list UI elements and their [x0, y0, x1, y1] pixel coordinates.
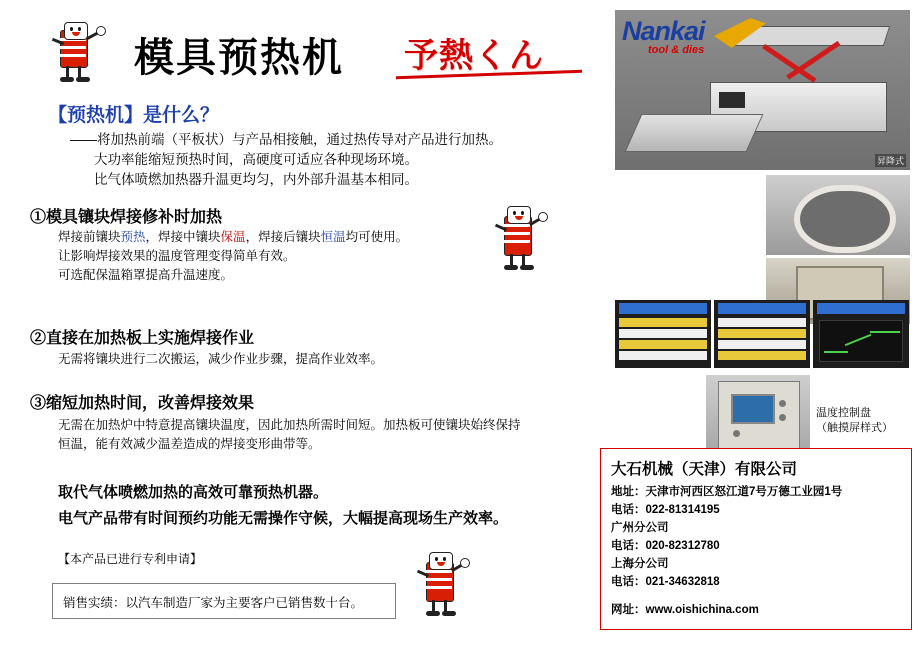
tagline-block — [58, 480, 578, 532]
heater-mascot-icon-2 — [488, 206, 550, 276]
product-logo — [396, 26, 586, 82]
control-caption-line-1: 温度控制盘 — [816, 407, 871, 419]
section-1-title: 模具镶块焊接修补时加热 — [46, 209, 223, 226]
cabinet-knob-3 — [733, 430, 740, 437]
right-media-column — [600, 0, 919, 650]
screen-row-4 — [718, 351, 806, 360]
title-row — [44, 18, 584, 88]
brand-tagline: tool & dies — [648, 44, 705, 56]
graph-line-segment-1 — [824, 351, 848, 353]
screen-row-3 — [619, 340, 707, 349]
product-logo-text: 予熱くん — [404, 37, 544, 75]
section-2-title: 直接在加热板上实施焊接作业 — [46, 330, 255, 347]
sales-record-box — [52, 583, 396, 619]
contact-website[interactable]: 网址：www.oishichina.com — [611, 604, 759, 616]
section-2-heading — [30, 325, 254, 348]
tagline-line-1: 取代气体喷燃加热的高效可靠预热机器。 — [58, 484, 329, 501]
contact-tel-guangzhou: 电话：020-82312780 — [611, 540, 720, 552]
brand-swoosh-icon — [714, 18, 766, 48]
screen-row-2 — [718, 329, 806, 338]
intro-line-2: 大功率能缩短预热时间，高硬度可适应各种现场环境。 — [94, 152, 418, 167]
section-3-heading — [30, 390, 254, 413]
intro-line-1: ——将加热前端（平板状）与产品相接触，通过热传导对产品进行加热。 — [70, 132, 502, 147]
screen-row-1 — [718, 318, 806, 327]
section-3-body-line-2: 恒温，能有效减少温差造成的焊接变形曲带等。 — [58, 437, 321, 451]
photo-control-screen-1 — [615, 300, 711, 368]
s1-t5: 恒温 — [320, 230, 346, 244]
section-1-heading — [30, 204, 222, 227]
machine-scissor-lift-part — [765, 44, 825, 86]
photo-machine-caption: 昇降式 — [876, 156, 904, 166]
photo-dies — [766, 175, 910, 255]
s1-t0: 焊接前镶块 — [58, 230, 121, 244]
screen-header-bar — [718, 303, 806, 314]
heater-mascot-icon-3 — [410, 552, 472, 622]
photo-control-screen-2 — [714, 300, 810, 368]
page-title: 模具预热机 — [134, 36, 344, 80]
s1-t1: 预热 — [120, 230, 146, 244]
cabinet-body-part — [718, 381, 800, 449]
tagline-line-2: 电气产品带有时间预约功能无需操作守候，大幅提高现场生产效率。 — [58, 510, 509, 527]
contact-tel-main: 电话：022-81314195 — [611, 504, 720, 516]
heater-mascot-icon — [44, 22, 106, 86]
section-1-body — [58, 228, 478, 285]
intro-block — [70, 130, 570, 190]
s1-t4: ，焊接后镶块 — [245, 230, 321, 244]
photo-control-cabinet — [706, 375, 810, 451]
screen-row-4 — [619, 351, 707, 360]
section-3-number: ③ — [30, 395, 47, 412]
section-3-body-line-1: 无需在加热炉中特意提高镶块温度，因此加热所需时间短。加热板可使镶块始终保持 — [58, 418, 521, 432]
machine-panel-part — [719, 92, 745, 108]
contact-branch-shanghai: 上海分公司 — [611, 558, 669, 570]
contact-company-name: 大石机械（天津）有限公司 — [611, 461, 798, 478]
brand-logo — [622, 16, 772, 60]
graph-line-segment-2 — [845, 334, 872, 346]
machine-ramp-part — [625, 114, 764, 152]
screen-header-bar — [817, 303, 905, 314]
contact-tel-shanghai: 电话：021-34632818 — [611, 576, 720, 588]
section-1-body-line-3: 可选配保温箱罩提高升温速度。 — [58, 268, 234, 282]
screen-header-bar — [619, 303, 707, 314]
dies-oval-shape — [794, 185, 896, 253]
contact-address: 地址：天津市河西区怒江道7号万德工业园1号 — [611, 486, 843, 498]
intro-heading: 【预热机】是什么？ — [48, 105, 220, 126]
patent-note: 【本产品已进行专利申请】 — [58, 552, 203, 566]
screen-temperature-graph — [819, 320, 903, 362]
intro-line-3: 比气体喷燃加热器升温更均匀，内外部升温基本相同。 — [94, 172, 418, 187]
s1-t2: ，焊接中镶块 — [145, 230, 221, 244]
cabinet-touchscreen-part — [731, 394, 775, 424]
graph-line-segment-3 — [870, 331, 900, 333]
s1-t3: 保温 — [220, 230, 246, 244]
section-1-body-line-1 — [58, 228, 478, 247]
section-1-body-line-2: 让影响焊接效果的温度管理变得简单有效。 — [58, 249, 296, 263]
control-caption-line-2: （触摸屏样式） — [816, 422, 893, 434]
contact-branch-guangzhou: 广州分公司 — [611, 522, 669, 534]
screen-row-2 — [619, 329, 707, 338]
section-3-title: 缩短加热时间，改善焊接效果 — [46, 395, 255, 412]
screen-row-3 — [718, 340, 806, 349]
section-1-number: ① — [30, 209, 47, 226]
screen-row-1 — [619, 318, 707, 327]
cabinet-knob-2 — [779, 414, 786, 421]
sales-record-text: 销售实绩：以汽车制造厂家为主要客户已销售数十台。 — [63, 596, 364, 610]
cabinet-knob-1 — [779, 400, 786, 407]
section-3-body — [58, 416, 538, 454]
photo-control-screen-3 — [813, 300, 909, 368]
brand-name: Nankai — [622, 16, 705, 46]
contact-box — [600, 448, 912, 630]
section-2-body — [58, 350, 518, 369]
s1-t6: 均可使用。 — [345, 230, 409, 244]
section-2-body-line-1: 无需将镶块进行二次搬运，减少作业步骤，提高作业效率。 — [58, 352, 384, 366]
control-cabinet-caption — [816, 406, 916, 436]
section-2-number: ② — [30, 330, 47, 347]
